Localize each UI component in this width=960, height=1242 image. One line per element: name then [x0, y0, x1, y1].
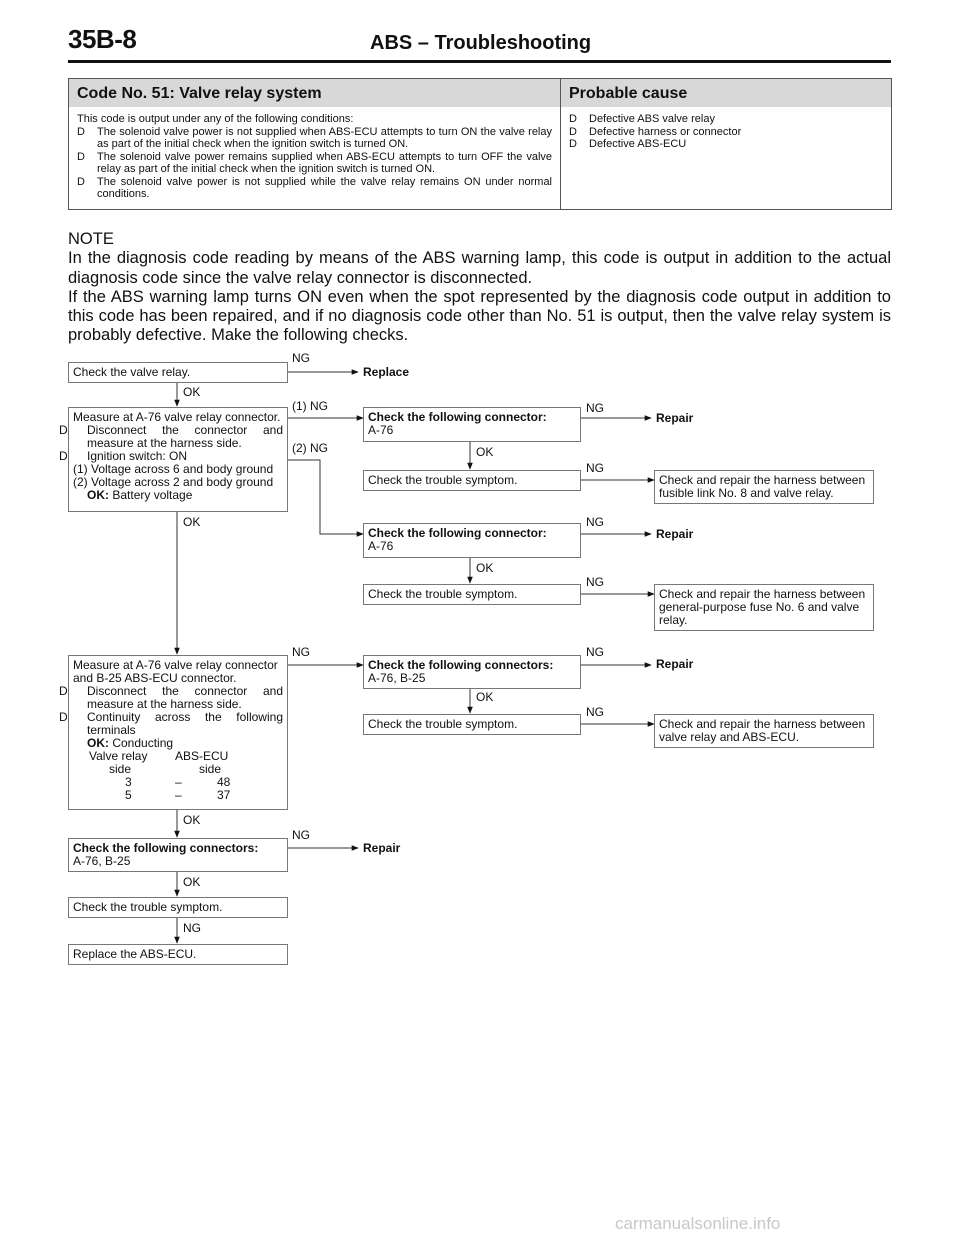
cause-item: D Defective ABS valve relay [569, 113, 715, 125]
ng1-label: (1) NG [292, 399, 328, 413]
ok-label: OK [183, 385, 201, 399]
condition-item: D The solenoid valve power is not supplied when ABS-ECU attempts to turn ON the valve relay as part of the initial check when the ignition switch is turned ON. [77, 125, 552, 150]
ok-label: OK [183, 813, 201, 827]
result-repair: Repair [656, 657, 694, 671]
step-check-connector-a76-1: Check the following connector: A-76 [363, 407, 581, 442]
bullet-icon: D [77, 175, 85, 188]
bullet-icon: D [569, 138, 577, 150]
bullet-icon: D [59, 423, 68, 437]
bullet-icon: D [77, 150, 85, 163]
step-replace-abs-ecu: Replace the ABS-ECU. [68, 944, 288, 965]
ok-label: OK [183, 875, 201, 889]
ok-label: OK [476, 445, 494, 459]
probable-cause-title: Probable cause [561, 79, 892, 108]
ng-label: NG [586, 705, 604, 719]
result-repair: Repair [363, 841, 401, 855]
ng-label: NG [586, 461, 604, 475]
bullet-icon: D [77, 125, 85, 138]
ng-label: NG [292, 645, 310, 659]
step-check-symptom-1: Check the trouble symptom. [363, 470, 581, 491]
step-check-symptom-2: Check the trouble symptom. [363, 584, 581, 605]
cause-item: D Defective harness or connector [569, 125, 742, 138]
note-line-2: If the ABS warning lamp turns ON even when the spot represented by the diagnosis code output in addition to this code has been repaired, and if no diagnosis code other than No. 51 is output, then the valve relay system is probably defective. Make the following checks. [68, 287, 891, 345]
step-check-connectors-final: Check the following connectors: A-76, B-25 [68, 838, 288, 872]
ng-label: NG [586, 515, 604, 529]
result-replace: Replace [363, 365, 410, 379]
ok-label: OK [183, 515, 201, 529]
bullet-icon: D [569, 125, 577, 138]
condition-item: D The solenoid valve power is not supplied while the valve relay remains ON under normal conditions. [77, 175, 552, 200]
ok-label: OK [476, 690, 494, 704]
step-check-symptom-final: Check the trouble symptom. [68, 897, 288, 918]
result-harness-fusible-link: Check and repair the harness between fusible link No. 8 and valve relay. [654, 470, 874, 504]
ng2-label: (2) NG [292, 441, 328, 455]
conditions-intro: This code is output under any of the following conditions: [77, 113, 354, 125]
result-repair: Repair [656, 411, 694, 425]
page-number: 35B-8 [68, 24, 137, 54]
result-repair: Repair [656, 527, 694, 541]
ng-label: NG [586, 575, 604, 589]
step-check-connectors-a76-b25: Check the following connectors: A-76, B-25 [363, 655, 581, 689]
step-check-connector-a76-2: Check the following connector: A-76 [363, 523, 581, 558]
cause-item: D Defective ABS-ECU [569, 138, 687, 150]
step-check-valve-relay: Check the valve relay. [68, 362, 288, 383]
note-line-1: In the diagnosis code reading by means of the ABS warning lamp, this code is output in addition to the actual diagnosis code since the valve relay connector is disconnected. [68, 249, 891, 287]
page-title: ABS – Troubleshooting [370, 32, 592, 54]
arrow-ng2 [288, 460, 363, 534]
ng-label: NG [292, 828, 310, 842]
bullet-icon: D [59, 449, 68, 463]
ng-label: NG [586, 401, 604, 415]
ok-label: OK [476, 561, 494, 575]
step-measure-a76: Measure at A-76 valve relay connector. D Disconnect the connector and measure at the harness side. D Ignition switch: ON (1) Voltage across 6 and body ground (2) Voltage across 2 and body ground OK: Battery voltage [68, 407, 288, 512]
bullet-icon: D [59, 684, 68, 698]
ng-label: NG [183, 921, 201, 935]
condition-item: D The solenoid valve power remains supplied when ABS-ECU attempts to turn OFF the valve relay as part of the initial check when the ignition switch is turned ON. [77, 150, 552, 175]
code-title: Code No. 51: Valve relay system [69, 79, 561, 108]
note-heading: NOTE [68, 230, 114, 248]
bullet-icon: D [569, 113, 577, 125]
watermark: carmanualsonline.info [615, 1214, 781, 1233]
step-check-symptom-3: Check the trouble symptom. [363, 714, 581, 735]
step-measure-continuity: Measure at A-76 valve relay connector and B-25 ABS-ECU connector. D Disconnect the connector and measure at the harness side. D Continuity across the following terminals OK: Conducting Valve relay ABS-ECU side side 3 – 48 5 – 37 [68, 655, 288, 810]
result-harness-relay-ecu: Check and repair the harness between valve relay and ABS-ECU. [654, 714, 874, 748]
ng-label: NG [292, 351, 310, 365]
ng-label: NG [586, 645, 604, 659]
bullet-icon: D [59, 710, 68, 724]
result-harness-fuse-6: Check and repair the harness between general-purpose fuse No. 6 and valve relay. [654, 584, 874, 631]
